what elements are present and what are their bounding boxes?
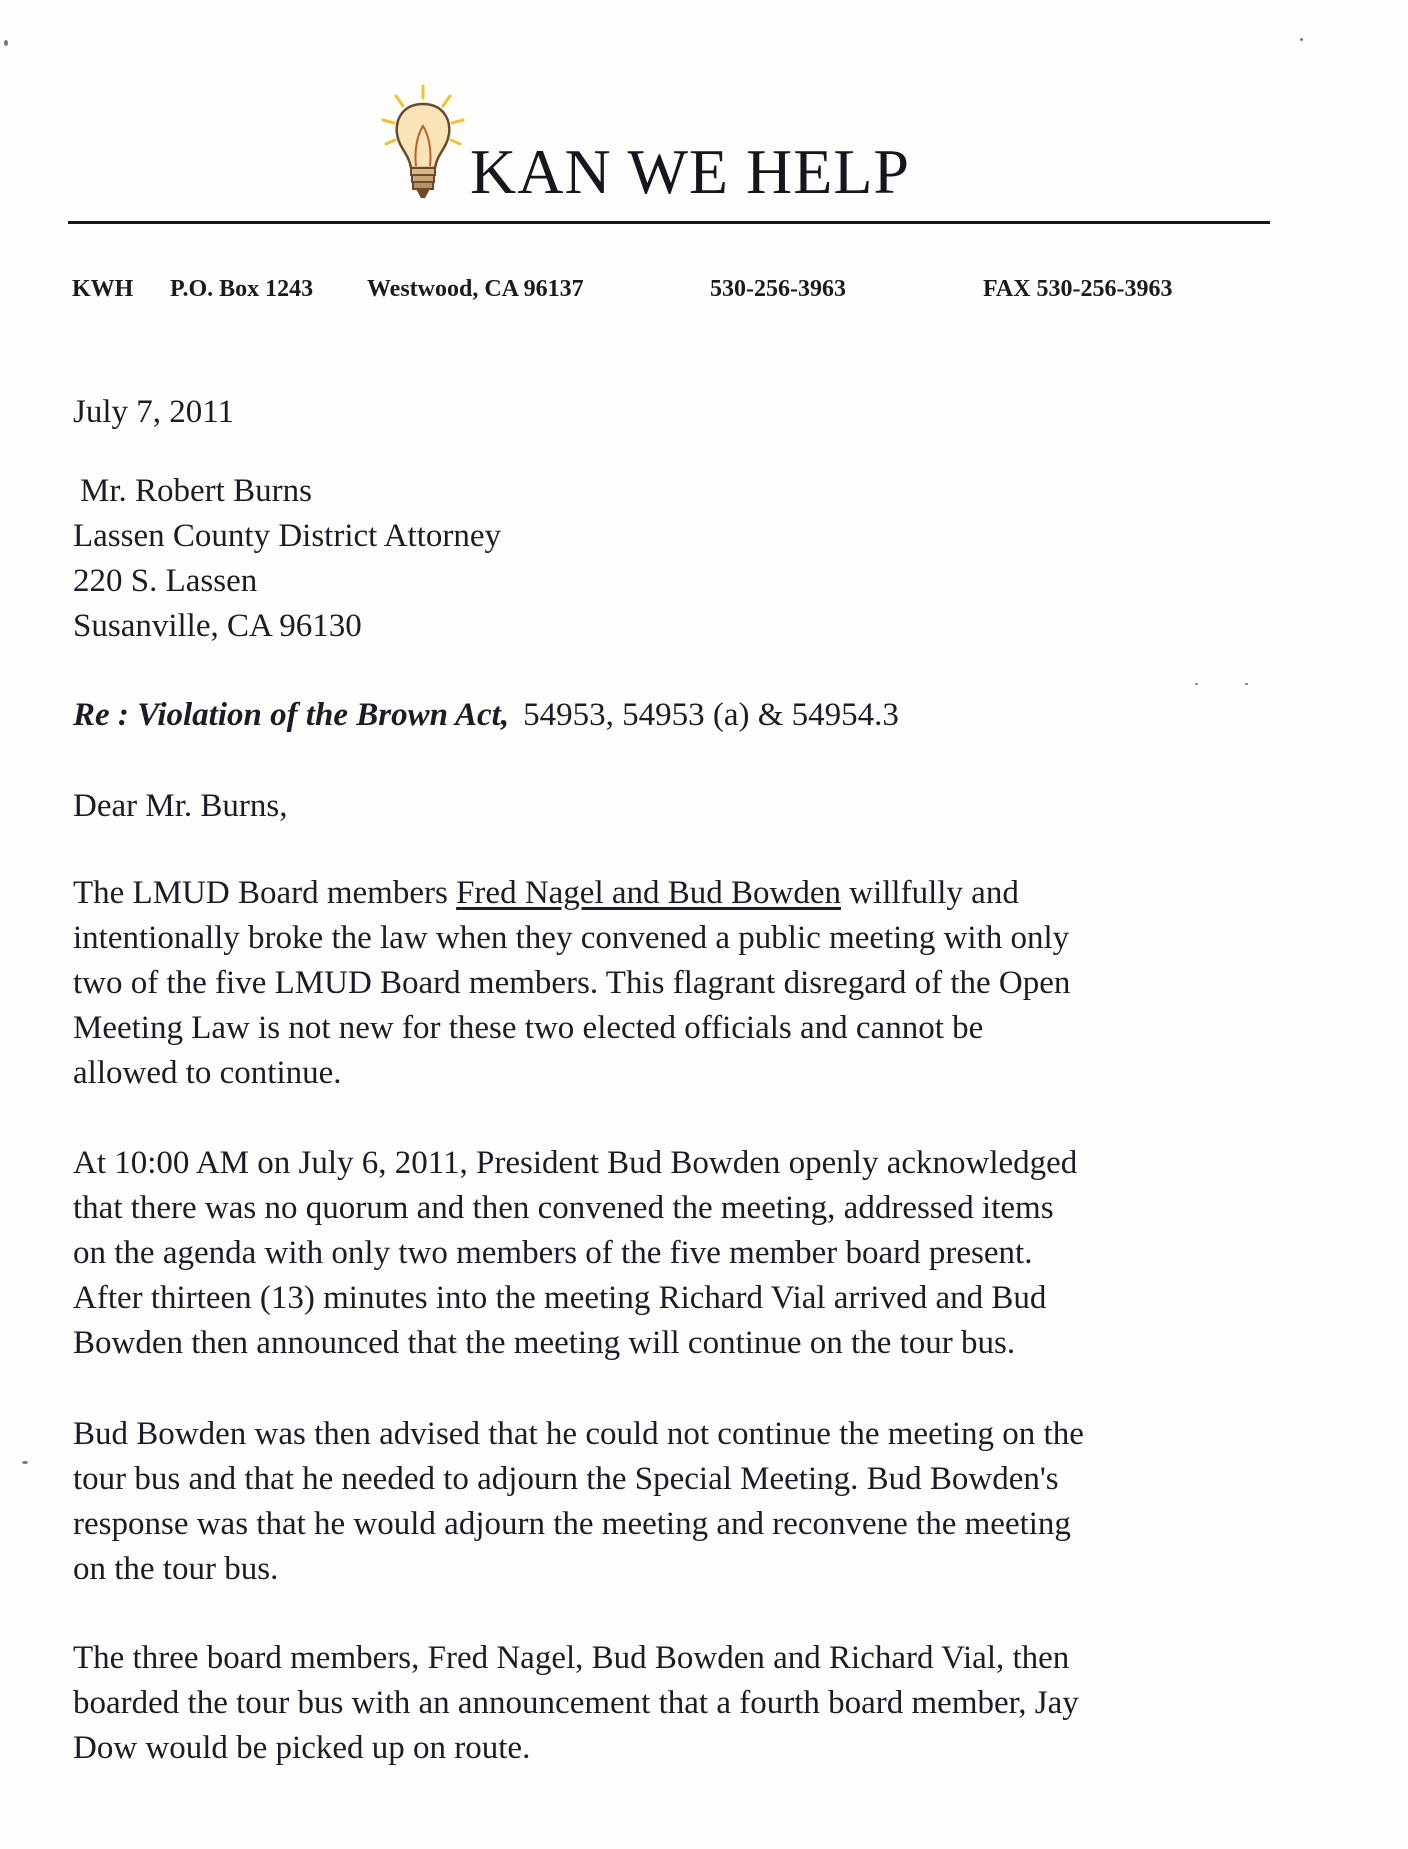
paragraph-line: The three board members, Fred Nagel, Bud Bowden and Richard Vial, then [73,1640,1070,1676]
paragraph-line: two of the five LMUD Board members. This flagrant disregard of the Open [73,965,1071,1001]
paragraph-3 [73,1412,1273,1592]
paragraph-line: on the agenda with only two members of the five member board present. [73,1235,1033,1271]
org-city: Westwood, CA 96137 [367,276,584,302]
scan-speck [1245,683,1248,685]
subject-codes: 54953, 54953 (a) & 54954.3 [523,697,899,733]
paragraph-line: Meeting Law is not new for these two elected officials and cannot be [73,1010,984,1046]
paragraph-4 [73,1636,1273,1771]
paragraph-line: response was that he would adjourn the meeting and reconvene the meeting [73,1506,1071,1542]
salutation: Dear Mr. Burns, [73,788,288,824]
letterhead-divider [68,221,1270,224]
paragraph-line: tour bus and that he needed to adjourn the Special Meeting. Bud Bowden's [73,1461,1059,1497]
paragraph-text: The LMUD Board members [73,875,457,911]
org-name: KAN WE HELP [470,136,910,207]
scan-speck [4,40,8,46]
scan-speck [1195,683,1198,685]
letter-date: July 7, 2011 [73,394,235,430]
paragraph-line: After thirteen (13) minutes into the meeting Richard Vial arrived and Bud [73,1280,1047,1316]
paragraph-1 [73,871,1273,1096]
paragraph-line: intentionally broke the law when they convened a public meeting with only [73,920,1070,956]
paragraph-line: Dow would be picked up on route. [73,1730,531,1766]
org-abbrev: KWH [72,276,134,302]
paragraph-line: that there was no quorum and then convened the meeting, addressed items [73,1190,1054,1226]
paragraph-line: Bowden then announced that the meeting will continue on the tour bus. [73,1325,1016,1361]
paragraph-text: willfully and [841,875,1019,911]
scan-speck [1300,38,1303,41]
paragraph-line: At 10:00 AM on July 6, 2011, President Bud Bowden openly acknowledged [73,1145,1078,1181]
underlined-names: Fred Nagel and Bud Bowden [456,875,842,911]
po-box: P.O. Box 1243 [170,276,314,302]
subject-label: Re : Violation of the Brown Act, [73,697,510,733]
subject-line [73,697,899,734]
fax-number: FAX 530-256-3963 [983,276,1173,302]
paragraph-line: allowed to continue. [73,1055,342,1091]
scan-speck [22,1461,28,1464]
lightbulb-icon [378,82,468,212]
phone-number: 530-256-3963 [710,276,846,302]
recipient-name: Mr. Robert Burns [80,473,312,509]
letterhead [0,0,1408,320]
recipient-title: Lassen County District Attorney [73,518,502,554]
paragraph-2 [73,1141,1273,1366]
paragraph-line: on the tour bus. [73,1551,279,1587]
recipient-street: 220 S. Lassen [73,563,258,599]
paragraph-line: Bud Bowden was then advised that he could not continue the meeting on the [73,1416,1084,1452]
paragraph-line [73,871,1273,916]
recipient-city: Susanville, CA 96130 [73,608,362,644]
paragraph-line: boarded the tour bus with an announcement that a fourth board member, Jay [73,1685,1079,1721]
